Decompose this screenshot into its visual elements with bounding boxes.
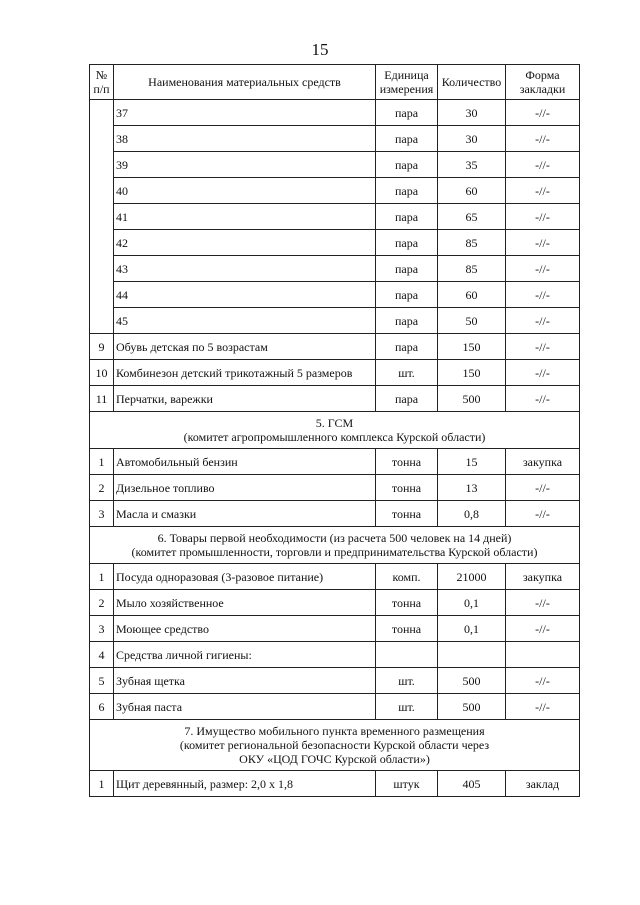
row-name: 37	[114, 100, 376, 126]
section-header-row	[90, 720, 580, 771]
table-row	[90, 564, 580, 590]
row-num: 9	[90, 334, 114, 360]
row-qty: 405	[438, 771, 506, 797]
row-num: 4	[90, 642, 114, 668]
row-qty: 500	[438, 694, 506, 720]
row-num	[90, 178, 114, 204]
row-form: -//-	[506, 230, 580, 256]
row-form	[506, 642, 580, 668]
row-qty: 50	[438, 308, 506, 334]
table-row	[90, 334, 580, 360]
section-header	[90, 412, 580, 449]
section-header-row	[90, 527, 580, 564]
row-name: Автомобильный бензин	[114, 449, 376, 475]
section-subtitle-2: ОКУ «ЦОД ГОЧС Курской области»)	[239, 752, 430, 766]
row-unit: шт.	[376, 668, 438, 694]
row-unit: тонна	[376, 501, 438, 527]
row-qty	[438, 642, 506, 668]
row-unit: пара	[376, 282, 438, 308]
row-name: Перчатки, варежки	[114, 386, 376, 412]
table-row	[90, 475, 580, 501]
table-row	[90, 100, 580, 126]
section-title: 5. ГСМ	[315, 416, 354, 430]
row-name: Обувь детская по 5 возрастам	[114, 334, 376, 360]
table-row	[90, 204, 580, 230]
header-qty: Количество	[438, 65, 506, 100]
header-num: № п/п	[90, 65, 114, 100]
table-row	[90, 642, 580, 668]
row-qty: 0,1	[438, 616, 506, 642]
row-unit: шт.	[376, 694, 438, 720]
row-form: -//-	[506, 616, 580, 642]
row-num: 10	[90, 360, 114, 386]
header-form: Форма закладки	[506, 65, 580, 100]
row-name: Зубная паста	[114, 694, 376, 720]
row-unit: пара	[376, 204, 438, 230]
row-unit: тонна	[376, 449, 438, 475]
row-unit: тонна	[376, 590, 438, 616]
row-unit: пара	[376, 334, 438, 360]
row-unit: пара	[376, 152, 438, 178]
row-form: -//-	[506, 694, 580, 720]
section-subtitle: (комитет агропромышленного комплекса Курской области)	[183, 430, 486, 444]
row-unit: пара	[376, 386, 438, 412]
row-form: -//-	[506, 360, 580, 386]
row-unit	[376, 642, 438, 668]
row-name: Мыло хозяйственное	[114, 590, 376, 616]
row-qty: 0,1	[438, 590, 506, 616]
row-num: 6	[90, 694, 114, 720]
row-form: -//-	[506, 475, 580, 501]
row-form: -//-	[506, 282, 580, 308]
row-qty: 85	[438, 230, 506, 256]
row-qty: 13	[438, 475, 506, 501]
row-qty: 35	[438, 152, 506, 178]
row-qty: 150	[438, 360, 506, 386]
row-name: Моющее средство	[114, 616, 376, 642]
row-unit: пара	[376, 256, 438, 282]
row-name: 40	[114, 178, 376, 204]
row-form: закупка	[506, 449, 580, 475]
row-num: 1	[90, 564, 114, 590]
section-header-row	[90, 412, 580, 449]
row-form: -//-	[506, 668, 580, 694]
table-row	[90, 668, 580, 694]
row-form: -//-	[506, 590, 580, 616]
header-name: Наименования материальных средств	[114, 65, 376, 100]
page-number: 15	[311, 40, 329, 59]
row-form: -//-	[506, 204, 580, 230]
table-row	[90, 590, 580, 616]
row-name: 41	[114, 204, 376, 230]
row-unit: тонна	[376, 616, 438, 642]
row-num: 3	[90, 501, 114, 527]
row-qty: 30	[438, 100, 506, 126]
row-num: 2	[90, 475, 114, 501]
table-row	[90, 126, 580, 152]
row-unit: пара	[376, 230, 438, 256]
row-qty: 500	[438, 668, 506, 694]
section-header	[90, 720, 580, 771]
row-unit: тонна	[376, 475, 438, 501]
row-num	[90, 204, 114, 230]
row-qty: 30	[438, 126, 506, 152]
row-num: 2	[90, 590, 114, 616]
row-name: 39	[114, 152, 376, 178]
row-name: Масла и смазки	[114, 501, 376, 527]
row-qty: 15	[438, 449, 506, 475]
row-num	[90, 256, 114, 282]
row-num	[90, 126, 114, 152]
table-row	[90, 501, 580, 527]
row-qty: 500	[438, 386, 506, 412]
row-unit: комп.	[376, 564, 438, 590]
row-unit: пара	[376, 100, 438, 126]
row-name: 43	[114, 256, 376, 282]
table-row	[90, 308, 580, 334]
table-row	[90, 360, 580, 386]
table-row	[90, 386, 580, 412]
row-form: заклад	[506, 771, 580, 797]
row-qty: 60	[438, 178, 506, 204]
row-num: 3	[90, 616, 114, 642]
row-num	[90, 152, 114, 178]
row-form: -//-	[506, 386, 580, 412]
section-header	[90, 527, 580, 564]
row-num: 11	[90, 386, 114, 412]
table-row	[90, 616, 580, 642]
row-name: Дизельное топливо	[114, 475, 376, 501]
row-qty: 21000	[438, 564, 506, 590]
section-title: 6. Товары первой необходимости (из расчета 500 человек на 14 дней)	[157, 531, 512, 545]
header-unit: Единица измерения	[376, 65, 438, 100]
table-row	[90, 230, 580, 256]
row-num: 5	[90, 668, 114, 694]
row-qty: 60	[438, 282, 506, 308]
row-qty: 65	[438, 204, 506, 230]
row-form: -//-	[506, 126, 580, 152]
row-name: 45	[114, 308, 376, 334]
row-num	[90, 230, 114, 256]
row-form: -//-	[506, 256, 580, 282]
row-num: 1	[90, 449, 114, 475]
row-name: Комбинезон детский трикотажный 5 размеров	[114, 360, 376, 386]
materials-table	[89, 64, 580, 797]
section-subtitle: (комитет промышленности, торговли и предпринимательства Курской области)	[131, 545, 538, 559]
row-qty: 85	[438, 256, 506, 282]
table-row	[90, 178, 580, 204]
row-name: Зубная щетка	[114, 668, 376, 694]
row-name: Средства личной гигиены:	[114, 642, 376, 668]
row-name: Щит деревянный, размер: 2,0 х 1,8	[114, 771, 376, 797]
row-qty: 150	[438, 334, 506, 360]
table-row	[90, 152, 580, 178]
table-header-row	[90, 65, 580, 100]
row-num	[90, 308, 114, 334]
row-name: Посуда одноразовая (3-разовое питание)	[114, 564, 376, 590]
row-name: 38	[114, 126, 376, 152]
row-form: -//-	[506, 152, 580, 178]
row-qty: 0,8	[438, 501, 506, 527]
row-unit: пара	[376, 178, 438, 204]
row-unit: пара	[376, 308, 438, 334]
row-form: закупка	[506, 564, 580, 590]
row-unit: штук	[376, 771, 438, 797]
row-num	[90, 100, 114, 126]
row-form: -//-	[506, 334, 580, 360]
row-form: -//-	[506, 308, 580, 334]
row-name: 44	[114, 282, 376, 308]
table-row	[90, 771, 580, 797]
table-row	[90, 256, 580, 282]
row-form: -//-	[506, 501, 580, 527]
table-row	[90, 694, 580, 720]
row-form: -//-	[506, 100, 580, 126]
row-form: -//-	[506, 178, 580, 204]
row-unit: шт.	[376, 360, 438, 386]
section-title: 7. Имущество мобильного пункта временного размещения	[184, 724, 485, 738]
section-subtitle: (комитет региональной безопасности Курской области через	[179, 738, 490, 752]
table-row	[90, 449, 580, 475]
row-name: 42	[114, 230, 376, 256]
row-num: 1	[90, 771, 114, 797]
table-row	[90, 282, 580, 308]
row-unit: пара	[376, 126, 438, 152]
row-num	[90, 282, 114, 308]
